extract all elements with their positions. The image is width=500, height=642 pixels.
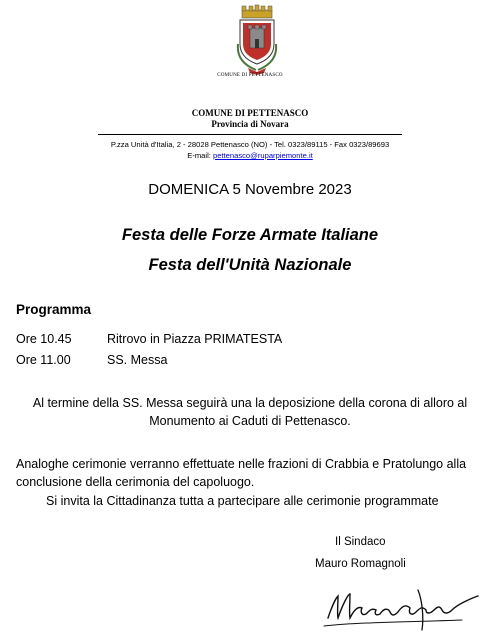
crest-caption: COMUNE DI PETTENASCO (217, 73, 283, 78)
comune-crest-icon (228, 4, 286, 84)
comune-name: COMUNE DI PETTENASCO (191, 108, 309, 118)
event-date: DOMENICA 5 Novembre 2023 (148, 181, 352, 198)
programma-heading: Programma (16, 302, 92, 317)
mayor-name: Mauro Romagnoli (315, 558, 406, 570)
program-item-time: Ore 11.00 (16, 353, 71, 367)
event-title-armed-forces: Festa delle Forze Armate Italiane (121, 226, 379, 244)
program-item-desc: Ritrovo in Piazza PRIMATESTA (107, 332, 283, 346)
email-line (0, 151, 500, 160)
paragraph-wreath-line: Al termine della SS. Messa seguirà una la deposizione della corona di alloro al (32, 396, 468, 410)
email-link[interactable]: pettenasco@ruparpiemonte.it (213, 151, 313, 160)
paragraph-wreath-line: Monumento ai Caduti di Pettenasco. (149, 414, 351, 428)
provincia: Provincia di Novara (211, 119, 289, 129)
program-item-desc: SS. Messa (107, 353, 168, 367)
event-title-national-unity: Festa dell'Unità Nazionale (148, 256, 352, 274)
program-item-time: Ore 10.45 (16, 332, 72, 346)
handwritten-signature (322, 576, 492, 634)
paragraph-invitation: Si invita la Cittadinanza tutta a partecipare alle cerimonie programmate (46, 494, 439, 508)
email-label: E-mail: (187, 151, 213, 160)
mayor-role: Il Sindaco (335, 536, 386, 548)
header-divider (98, 134, 402, 135)
paragraph-frazioni-line: Analoghe cerimonie verranno effettuate nelle frazioni di Crabbia e Pratolungo alla (16, 457, 467, 471)
paragraph-frazioni-line: conclusione della cerimonia del capoluogo. (16, 475, 255, 489)
address-line: P.zza Unità d'Italia, 2 - 28028 Pettenasco (NO) - Tel. 0323/89115 - Fax 0323/89693 (110, 140, 390, 149)
